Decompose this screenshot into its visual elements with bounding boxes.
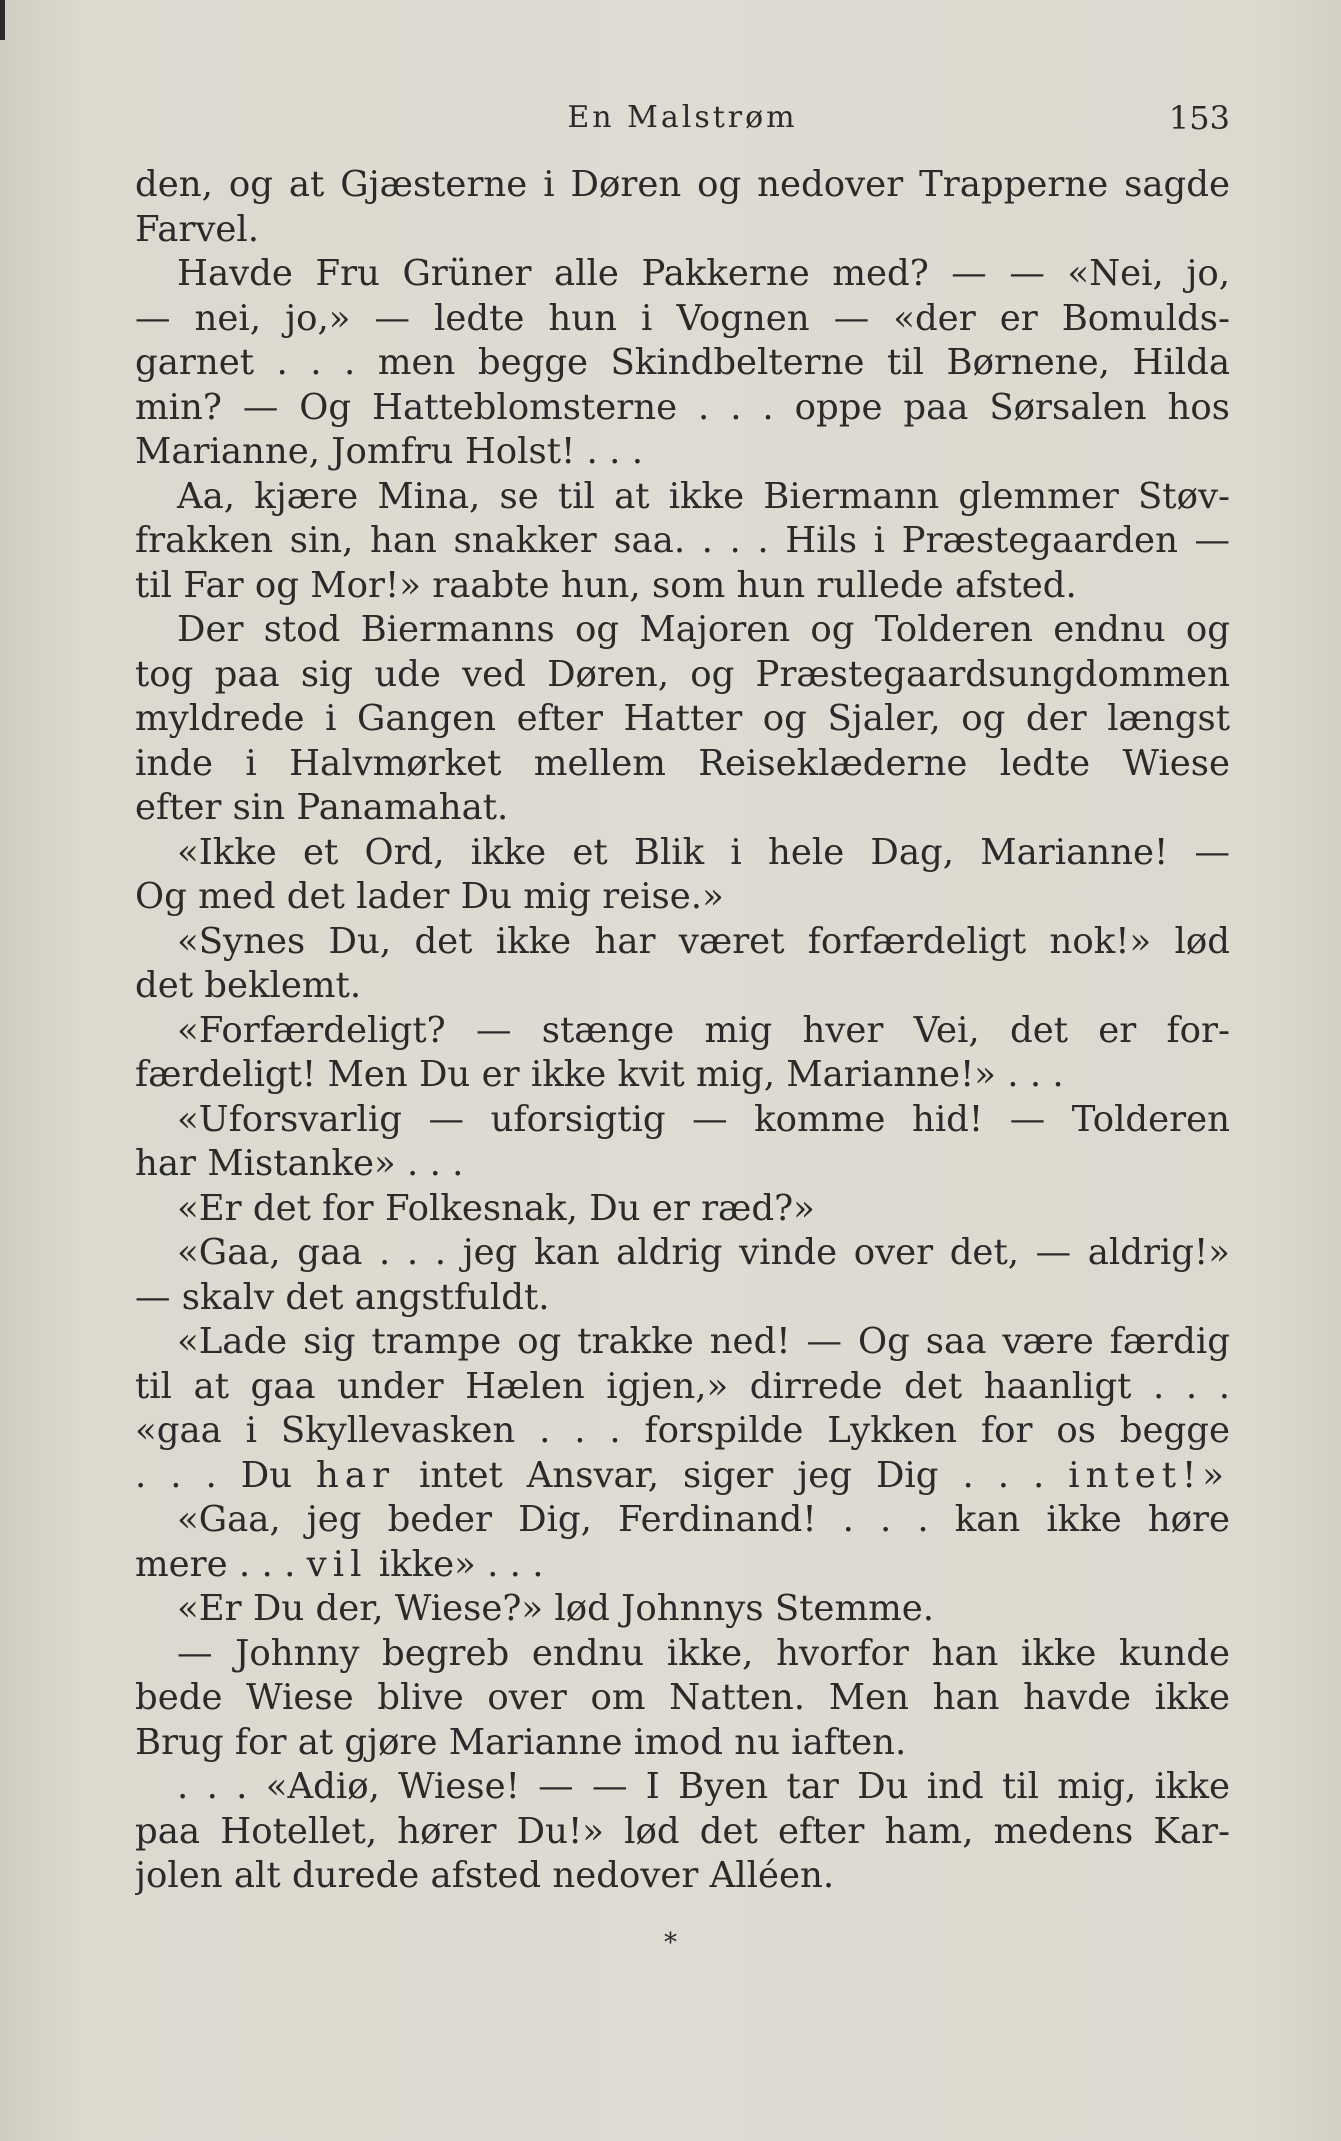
- text-segment: intet Ansvar, siger jeg Dig . . .: [419, 1454, 1045, 1496]
- text-line: garnet . . . men begge Skindbelterne til Børnene, Hilda: [135, 342, 1230, 383]
- text-line: Farvel.: [135, 208, 260, 250]
- text-line: bede Wiese blive over om Natten. Men han havde ikke: [135, 1677, 1230, 1718]
- text-line: frakken sin, han snakker saa. . . . Hils i Præstegaarden —: [135, 520, 1230, 561]
- section-break-asterisk: *: [664, 1928, 677, 1958]
- text-line: «gaa i Skyllevasken . . . forspilde Lykken for os begge: [135, 1410, 1230, 1451]
- text-line: det beklemt.: [135, 965, 362, 1006]
- text-line: Havde Fru Grüner alle Pakkerne med? — — «Nei, jo,: [177, 253, 1230, 294]
- emphasized-word: har: [316, 1454, 396, 1496]
- text-line: «Gaa, jeg beder Dig, Ferdinand! . . . kan ikke høre: [177, 1499, 1230, 1540]
- emphasized-word: vil: [306, 1543, 368, 1585]
- text-line: Der stod Biermanns og Majoren og Tolderen endnu og: [177, 609, 1230, 650]
- text-segment: mere . . .: [135, 1543, 296, 1585]
- text-line: til Far og Mor!» raabte hun, som hun rullede afsted.: [135, 564, 1077, 606]
- emphasized-word: intet!»: [1068, 1454, 1230, 1496]
- text-line: myldrede i Gangen efter Hatter og Sjaler, og der længst: [135, 698, 1230, 739]
- text-line: Og med det lader Du mig reise.»: [135, 876, 724, 917]
- text-line: «Forfærdeligt? — stænge mig hver Vei, det er for-: [177, 1009, 1230, 1051]
- text-line: «Ikke et Ord, ikke et Blik i hele Dag, Marianne! —: [177, 831, 1230, 873]
- text-line: [135, 1454, 1230, 1499]
- text-line: Brug for at gjøre Marianne imod nu iaften.: [135, 1721, 907, 1763]
- text-line: — skalv det angstfuldt.: [135, 1276, 550, 1318]
- text-line: paa Hotellet, hører Du!» lød det efter ham, medens Kar-: [135, 1810, 1230, 1852]
- text-line: har Mistanke» . . .: [135, 1143, 464, 1184]
- text-line: «Er Du der, Wiese?» lød Johnnys Stemme.: [177, 1588, 935, 1629]
- text-line: «Lade sig trampe og trakke ned! — Og saa være færdig: [177, 1321, 1230, 1362]
- page-number: 153: [1168, 99, 1230, 137]
- binding-edge: [0, 0, 5, 40]
- running-title: En Malstrøm: [567, 100, 798, 135]
- body-text: [135, 163, 1230, 1899]
- text-line: den, og at Gjæsterne i Døren og nedover Trapperne sagde: [135, 164, 1230, 205]
- text-line: færdeligt! Men Du er ikke kvit mig, Marianne!» . . .: [135, 1054, 1064, 1095]
- text-line: Aa, kjære Mina, se til at ikke Biermann glemmer Støv-: [177, 475, 1230, 517]
- text-line: «Uforsvarlig — uforsigtig — komme hid! — Tolderen: [177, 1098, 1230, 1140]
- text-line: min? — Og Hatteblomsterne . . . oppe paa Sørsalen hos: [135, 386, 1230, 428]
- text-line: «Gaa, gaa . . . jeg kan aldrig vinde over det, — aldrig!»: [177, 1232, 1230, 1273]
- text-line: [135, 1543, 1230, 1588]
- text-line: til at gaa under Hælen igjen,» dirrede det haanligt . . .: [135, 1365, 1230, 1407]
- text-line: Marianne, Jomfru Holst! . . .: [135, 431, 643, 472]
- text-line: «Er det for Folkesnak, Du er ræd?»: [177, 1187, 815, 1229]
- text-segment: . . . Du: [135, 1454, 293, 1496]
- text-line: inde i Halvmørket mellem Reiseklæderne ledte Wiese: [135, 742, 1230, 784]
- text-segment: ikke» . . .: [378, 1543, 544, 1585]
- text-line: — Johnny begreb endnu ikke, hvorfor han ikke kunde: [177, 1632, 1230, 1674]
- page-header: [135, 96, 1230, 140]
- text-line: efter sin Panamahat.: [135, 787, 509, 828]
- text-line: . . . «Adiø, Wiese! — — I Byen tar Du ind til mig, ikke: [177, 1766, 1230, 1807]
- text-line: tog paa sig ude ved Døren, og Præstegaardsungdommen: [135, 653, 1230, 695]
- text-line: — nei, jo,» — ledte hun i Vognen — «der er Bomulds-: [135, 297, 1230, 339]
- text-line: «Synes Du, det ikke har været forfærdeligt nok!» lød: [177, 920, 1230, 962]
- text-line: jolen alt durede afsted nedover Alléen.: [135, 1855, 835, 1896]
